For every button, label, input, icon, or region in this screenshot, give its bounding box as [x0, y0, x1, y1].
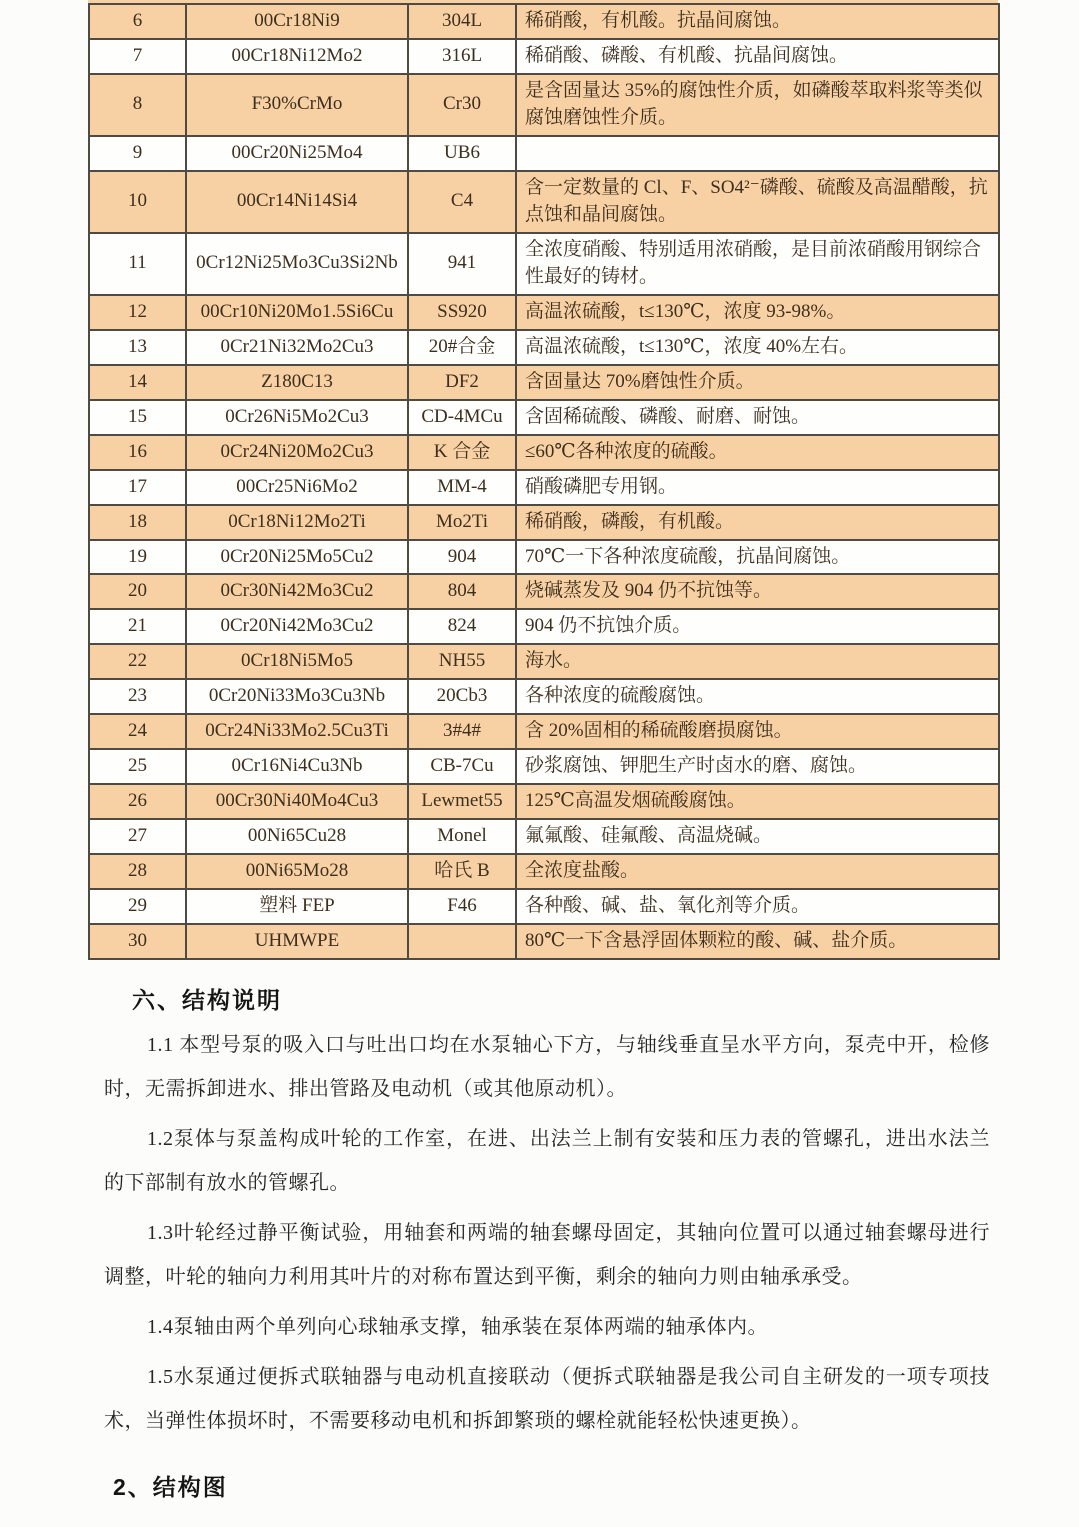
paragraph-structure-1-5: 1.5水泵通过便拆式联轴器与电动机直接联动（便拆式联轴器是我公司自主研发的一项专项技术，当弹性体损坏时，不需要移动电机和拆卸繁琐的螺栓就能轻松快速更换）。 — [104, 1366, 990, 1433]
cell-index: 13 — [89, 330, 186, 365]
paragraph-structure-1-1: 1.1 本型号泵的吸入口与吐出口均在水泵轴心下方，与轴线垂直呈水平方向，泵壳中开，检修时，无需拆卸进水、排出管路及电动机（或其他原动机）。 — [104, 1034, 990, 1101]
table-row — [89, 330, 999, 365]
cell-grade: 824 — [408, 609, 516, 644]
cell-grade — [408, 924, 516, 959]
cell-description: 稀硝酸、磷酸、有机酸、抗晶间腐蚀。 — [516, 39, 999, 74]
cell-material: Z180C13 — [186, 365, 408, 400]
cell-description: 含一定数量的 Cl、F、SO4²⁻磷酸、硫酸及高温醋酸，抗点蚀和晶间腐蚀。 — [516, 171, 999, 233]
table-row — [89, 540, 999, 575]
cell-description: 全浓度盐酸。 — [516, 854, 999, 889]
cell-grade: 304L — [408, 4, 516, 39]
cell-material: UHMWPE — [186, 924, 408, 959]
cell-grade: 20Cb3 — [408, 679, 516, 714]
table-row — [89, 889, 999, 924]
table-row — [89, 136, 999, 171]
cell-grade: 904 — [408, 540, 516, 575]
cell-grade: 941 — [408, 233, 516, 295]
table-row — [89, 784, 999, 819]
cell-description: 是含固量达 35%的腐蚀性介质，如磷酸萃取料浆等类似腐蚀磨蚀性介质。 — [516, 74, 999, 136]
paragraph-structure-1-3: 1.3叶轮经过静平衡试验，用轴套和两端的轴套螺母固定，其轴向位置可以通过轴套螺母进行调整，叶轮的轴向力利用其叶片的对称布置达到平衡，剩余的轴向力则由轴承承受。 — [104, 1222, 990, 1289]
cell-material: 00Cr18Ni12Mo2 — [186, 39, 408, 74]
cell-grade: 20#合金 — [408, 330, 516, 365]
cell-material: 0Cr20Ni25Mo5Cu2 — [186, 540, 408, 575]
cell-index: 19 — [89, 540, 186, 575]
table-row — [89, 400, 999, 435]
table-row — [89, 4, 999, 39]
cell-material: F30%CrMo — [186, 74, 408, 136]
cell-grade: DF2 — [408, 365, 516, 400]
cell-description: 含 20%固相的稀硫酸磨损腐蚀。 — [516, 714, 999, 749]
cell-description: ≤60℃各种浓度的硫酸。 — [516, 435, 999, 470]
cell-grade: CB-7Cu — [408, 749, 516, 784]
cell-index: 22 — [89, 644, 186, 679]
cell-description: 70℃一下各种浓度硫酸，抗晶间腐蚀。 — [516, 540, 999, 575]
cell-material: 0Cr16Ni4Cu3Nb — [186, 749, 408, 784]
cell-index: 27 — [89, 819, 186, 854]
cell-grade: NH55 — [408, 644, 516, 679]
materials-table-body — [89, 4, 999, 959]
table-row — [89, 505, 999, 540]
table-row — [89, 609, 999, 644]
table-row — [89, 819, 999, 854]
cell-index: 30 — [89, 924, 186, 959]
cell-description: 高温浓硫酸，t≤130℃，浓度 93-98%。 — [516, 295, 999, 330]
cell-material: 0Cr24Ni20Mo2Cu3 — [186, 435, 408, 470]
cell-grade: UB6 — [408, 136, 516, 171]
cell-material: 00Cr30Ni40Mo4Cu3 — [186, 784, 408, 819]
cell-grade: 316L — [408, 39, 516, 74]
cell-description: 稀硝酸，有机酸。抗晶间腐蚀。 — [516, 4, 999, 39]
section-heading-structure: 六、结构说明 — [132, 987, 282, 1014]
cell-material: 0Cr20Ni33Mo3Cu3Nb — [186, 679, 408, 714]
cell-material: 塑料 FEP — [186, 889, 408, 924]
cell-index: 16 — [89, 435, 186, 470]
table-row — [89, 74, 999, 136]
cell-index: 15 — [89, 400, 186, 435]
cell-material: 00Cr14Ni14Si4 — [186, 171, 408, 233]
cell-grade: F46 — [408, 889, 516, 924]
cell-index: 6 — [89, 4, 186, 39]
cell-index: 12 — [89, 295, 186, 330]
materials-table — [88, 3, 1000, 960]
cell-index: 21 — [89, 609, 186, 644]
table-row — [89, 924, 999, 959]
cell-index: 14 — [89, 365, 186, 400]
cell-material: 00Ni65Cu28 — [186, 819, 408, 854]
cell-grade: Lewmet55 — [408, 784, 516, 819]
cell-description: 砂浆腐蚀、钾肥生产时卤水的磨、腐蚀。 — [516, 749, 999, 784]
paragraph-structure-1-4: 1.4泵轴由两个单列向心球轴承支撑，轴承装在泵体两端的轴承体内。 — [147, 1316, 768, 1339]
cell-description: 稀硝酸，磷酸，有机酸。 — [516, 505, 999, 540]
cell-description: 海水。 — [516, 644, 999, 679]
cell-index: 25 — [89, 749, 186, 784]
table-row — [89, 679, 999, 714]
cell-grade: MM-4 — [408, 470, 516, 505]
cell-grade: SS920 — [408, 295, 516, 330]
table-row — [89, 435, 999, 470]
cell-grade: 哈氏 B — [408, 854, 516, 889]
cell-description: 氟氟酸、硅氟酸、高温烧碱。 — [516, 819, 999, 854]
cell-material: 0Cr30Ni42Mo3Cu2 — [186, 574, 408, 609]
cell-index: 20 — [89, 574, 186, 609]
cell-material: 0Cr21Ni32Mo2Cu3 — [186, 330, 408, 365]
cell-grade: C4 — [408, 171, 516, 233]
cell-index: 18 — [89, 505, 186, 540]
table-row — [89, 171, 999, 233]
cell-description: 高温浓硫酸，t≤130℃，浓度 40%左右。 — [516, 330, 999, 365]
cell-material: 0Cr20Ni42Mo3Cu2 — [186, 609, 408, 644]
cell-material: 00Cr10Ni20Mo1.5Si6Cu — [186, 295, 408, 330]
cell-index: 11 — [89, 233, 186, 295]
table-row — [89, 714, 999, 749]
cell-index: 8 — [89, 74, 186, 136]
cell-material: 00Cr18Ni9 — [186, 4, 408, 39]
table-row — [89, 365, 999, 400]
cell-description: 各种酸、碱、盐、氧化剂等介质。 — [516, 889, 999, 924]
cell-index: 9 — [89, 136, 186, 171]
cell-description: 硝酸磷肥专用钢。 — [516, 470, 999, 505]
cell-grade: 3#4# — [408, 714, 516, 749]
cell-description: 全浓度硝酸、特别适用浓硝酸，是目前浓硝酸用钢综合性最好的铸材。 — [516, 233, 999, 295]
table-row — [89, 295, 999, 330]
cell-grade: K 合金 — [408, 435, 516, 470]
cell-index: 26 — [89, 784, 186, 819]
table-row — [89, 644, 999, 679]
table-row — [89, 470, 999, 505]
cell-material: 0Cr24Ni33Mo2.5Cu3Ti — [186, 714, 408, 749]
cell-grade: CD-4MCu — [408, 400, 516, 435]
cell-index: 29 — [89, 889, 186, 924]
cell-material: 00Ni65Mo28 — [186, 854, 408, 889]
cell-description: 80℃一下含悬浮固体颗粒的酸、碱、盐介质。 — [516, 924, 999, 959]
cell-grade: Cr30 — [408, 74, 516, 136]
table-row — [89, 39, 999, 74]
cell-grade: Monel — [408, 819, 516, 854]
cell-description — [516, 136, 999, 171]
cell-description: 904 仍不抗蚀介质。 — [516, 609, 999, 644]
cell-description: 各种浓度的硫酸腐蚀。 — [516, 679, 999, 714]
cell-material: 0Cr18Ni5Mo5 — [186, 644, 408, 679]
cell-grade: 804 — [408, 574, 516, 609]
cell-index: 17 — [89, 470, 186, 505]
cell-description: 含固稀硫酸、磷酸、耐磨、耐蚀。 — [516, 400, 999, 435]
cell-material: 0Cr26Ni5Mo2Cu3 — [186, 400, 408, 435]
cell-index: 28 — [89, 854, 186, 889]
table-row — [89, 749, 999, 784]
cell-description: 125℃高温发烟硫酸腐蚀。 — [516, 784, 999, 819]
cell-description: 烧碱蒸发及 904 仍不抗蚀等。 — [516, 574, 999, 609]
cell-grade: Mo2Ti — [408, 505, 516, 540]
cell-material: 0Cr18Ni12Mo2Ti — [186, 505, 408, 540]
cell-index: 10 — [89, 171, 186, 233]
cell-material: 00Cr20Ni25Mo4 — [186, 136, 408, 171]
cell-index: 24 — [89, 714, 186, 749]
table-row — [89, 233, 999, 295]
cell-index: 23 — [89, 679, 186, 714]
table-row — [89, 574, 999, 609]
cell-index: 7 — [89, 39, 186, 74]
paragraph-structure-1-2: 1.2泵体与泵盖构成叶轮的工作室，在进、出法兰上制有安装和压力表的管螺孔，进出水法兰的下部制有放水的管螺孔。 — [104, 1128, 990, 1195]
cell-description: 含固量达 70%磨蚀性介质。 — [516, 365, 999, 400]
table-row — [89, 854, 999, 889]
section-heading-diagram: 2、结构图 — [113, 1474, 228, 1501]
cell-material: 00Cr25Ni6Mo2 — [186, 470, 408, 505]
cell-material: 0Cr12Ni25Mo3Cu3Si2Nb — [186, 233, 408, 295]
